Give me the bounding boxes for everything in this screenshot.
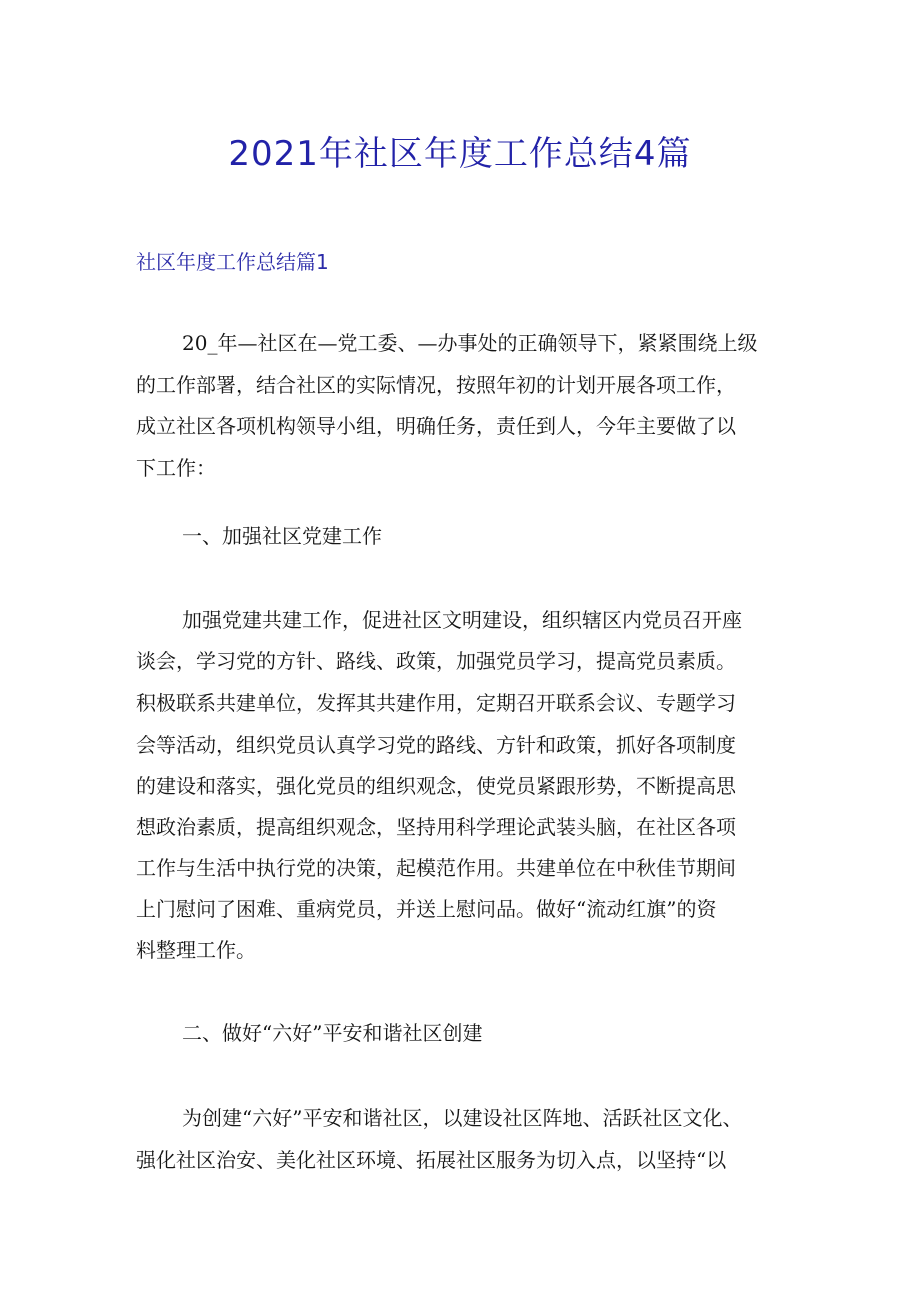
paragraph-2-line: 谈会，学习党的方针、路线、政策，加强党员学习，提高党员素质。 bbox=[136, 649, 736, 673]
paragraph-1-line: 20_年—社区在—党工委、—办事处的正确领导下，紧紧围绕上级 bbox=[182, 331, 758, 355]
paragraph-1-line: 成立社区各项机构领导小组，明确任务，责任到人，今年主要做了以 bbox=[136, 414, 736, 438]
paragraph-2-line: 想政治素质，提高组织观念，坚持用科学理论武装头脑，在社区各项 bbox=[136, 815, 736, 839]
paragraph-3-line: 强化社区治安、美化社区环境、拓展社区服务为切入点，以坚持“以 bbox=[136, 1148, 727, 1172]
document-title: 2021年社区年度工作总结4篇 bbox=[228, 134, 692, 174]
paragraph-2-line: 的建设和落实，强化党员的组织观念，使党员紧跟形势，不断提高思 bbox=[136, 774, 736, 798]
heading-party-building: 一、加强社区党建工作 bbox=[182, 524, 382, 548]
paragraph-2-line: 积极联系共建单位，发挥其共建作用，定期召开联系会议、专题学习 bbox=[136, 691, 736, 715]
paragraph-2-line: 加强党建共建工作，促进社区文明建设，组织辖区内党员召开座 bbox=[182, 608, 742, 632]
paragraph-1-line: 的工作部署，结合社区的实际情况，按照年初的计划开展各项工作， bbox=[136, 373, 736, 397]
paragraph-2-line: 料整理工作。 bbox=[136, 938, 256, 962]
heading-six-good-community: 二、做好“六好”平安和谐社区创建 bbox=[182, 1021, 483, 1045]
paragraph-2-line: 工作与生活中执行党的决策，起模范作用。共建单位在中秋佳节期间 bbox=[136, 856, 736, 880]
paragraph-3-line: 为创建“六好”平安和谐社区，以建设社区阵地、活跃社区文化、 bbox=[182, 1106, 743, 1130]
paragraph-2-line: 上门慰问了困难、重病党员，并送上慰问品。做好“流动红旗”的资 bbox=[136, 897, 717, 921]
paragraph-1-line: 下工作： bbox=[136, 456, 216, 480]
section-title: 社区年度工作总结篇1 bbox=[136, 250, 329, 274]
paragraph-2-line: 会等活动，组织党员认真学习党的路线、方针和政策，抓好各项制度 bbox=[136, 733, 736, 757]
